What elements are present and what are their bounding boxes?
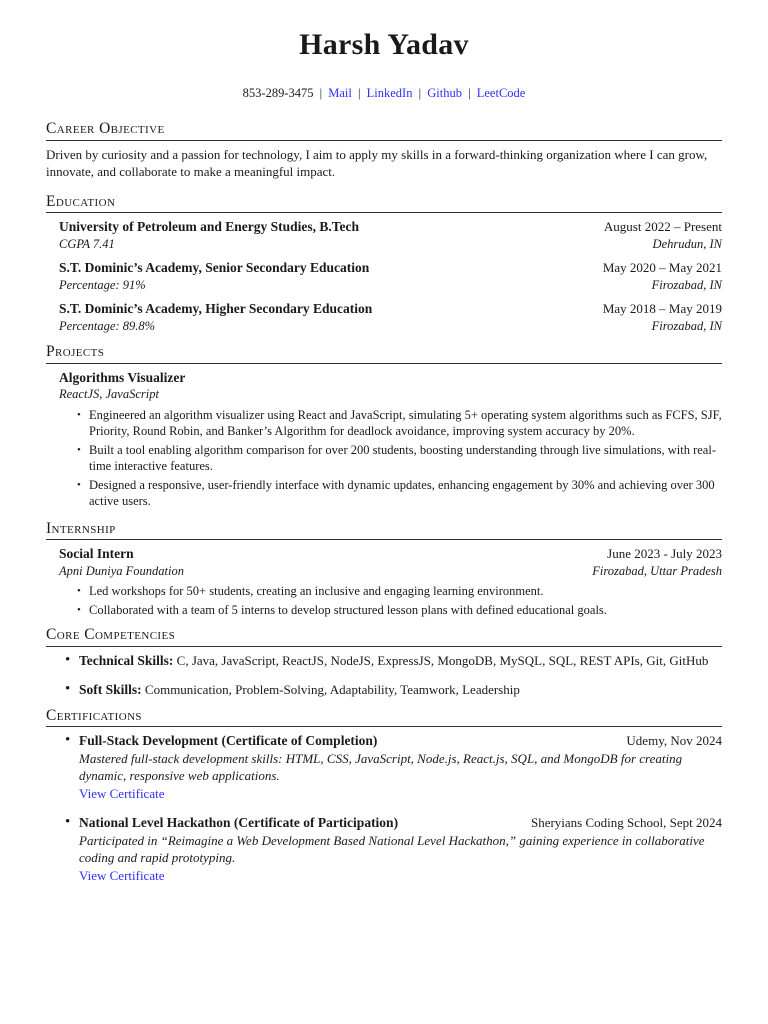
competency-list (46, 652, 722, 699)
certification-issuer: Udemy, Nov 2024 (626, 733, 722, 748)
education-entry (59, 300, 722, 335)
project-bullets (59, 407, 722, 510)
certification-name: • Full-Stack Development (Certificate of Completion) (79, 733, 378, 748)
bullet-item: • Built a tool enabling algorithm comparison for over 200 students, boosting understanding through live simulations, with real-time interactive features. (89, 442, 722, 475)
bullet-item: • Engineered an algorithm visualizer using React and JavaScript, simulating 5+ operating system algorithms such as FCFS, SJF, Priority, Round Robin, and Banker’s Algorithm for deadlock avoidance, improving system accuracy by 20%. (89, 407, 722, 440)
education-detail: Percentage: 91% (59, 277, 146, 292)
contact-line (0, 86, 768, 101)
candidate-name: Harsh Yadav (299, 28, 469, 61)
competency-value: C, Java, JavaScript, ReactJS, NodeJS, ExpressJS, MongoDB, MySQL, SQL, REST APIs, Git, GitHub (176, 652, 709, 668)
view-certificate-link[interactable]: View Certificate (79, 867, 165, 883)
certification-list (46, 732, 722, 884)
education-entry (59, 259, 722, 294)
competency-value: Communication, Problem-Solving, Adaptability, Teamwork, Leadership (144, 682, 520, 697)
view-certificate-link[interactable]: View Certificate (79, 785, 165, 801)
separator: | (358, 86, 361, 100)
section-title: Core Competencies (46, 626, 722, 647)
github-link[interactable]: Github (427, 86, 462, 100)
internship-bullets (59, 583, 722, 618)
section-internship (46, 520, 722, 619)
section-projects (46, 343, 722, 510)
school-name: S.T. Dominic’s Academy, Higher Secondary Education (59, 301, 373, 316)
separator: | (319, 86, 323, 100)
competency-item (79, 652, 722, 670)
section-competencies (46, 626, 722, 699)
education-entry (59, 218, 722, 253)
education-location: Dehrudun, IN (652, 236, 722, 251)
bullet-item: • Led workshops for 50+ students, creating an inclusive and engaging learning environment. (89, 583, 722, 600)
project-name: Algorithms Visualizer (59, 369, 186, 385)
internship-entry (59, 545, 722, 618)
section-career-objective (46, 120, 722, 181)
certification-description: Participated in “Reimagine a Web Development Based National Level Hackathon,” gaining experience in collaborative coding and rapid prototyping. (79, 832, 705, 865)
education-detail: Percentage: 89.8% (59, 318, 156, 333)
bullet-item: • Designed a responsive, user-friendly interface with dynamic updates, enhancing engagement by 30% and achieving over 300 active users. (89, 477, 722, 510)
resume-content (46, 120, 722, 896)
separator: | (418, 86, 422, 100)
linkedin-link[interactable]: LinkedIn (366, 86, 413, 100)
section-title: Career Objective (46, 120, 722, 141)
section-education (46, 193, 722, 336)
internship-dates: June 2023 - July 2023 (607, 546, 722, 561)
school-name: S.T. Dominic’s Academy, Senior Secondary Education (59, 260, 370, 275)
internship-org: Apni Duniya Foundation (59, 563, 184, 578)
education-location: Firozabad, IN (651, 277, 722, 292)
education-detail: CGPA 7.41 (59, 236, 115, 251)
certification-item (79, 732, 722, 802)
section-title: Internship (46, 520, 722, 541)
section-title: Projects (46, 343, 722, 364)
phone-number: 853-289-3475 (242, 86, 314, 100)
certification-name: • National Level Hackathon (Certificate of Participation) (79, 815, 399, 830)
education-dates: August 2022 – Present (603, 219, 722, 234)
project-entry (59, 369, 722, 510)
school-name: University of Petroleum and Energy Studies, B.Tech (59, 219, 360, 234)
separator: | (468, 86, 471, 100)
bullet-item: • Collaborated with a team of 5 interns to develop structured lesson plans with defined educational goals. (89, 602, 722, 619)
leetcode-link[interactable]: LeetCode (476, 86, 526, 100)
education-dates: May 2020 – May 2021 (602, 260, 722, 275)
certification-description: Mastered full-stack development skills: HTML, CSS, JavaScript, Node.js, React.js, SQL, and MongoDB for creating dynamic, responsive web applications. (79, 750, 683, 783)
section-title: Certifications (46, 707, 722, 728)
education-dates: May 2018 – May 2019 (602, 301, 722, 316)
competency-item (79, 681, 722, 699)
section-title: Education (46, 193, 722, 214)
objective-text: Driven by curiosity and a passion for technology, I aim to apply my skills in a forward-thinking organization where I can grow, innovate, and collaborate to make a meaningful impact. (46, 146, 708, 179)
mail-link[interactable]: Mail (328, 86, 352, 100)
project-tech: ReactJS, JavaScript (59, 387, 159, 401)
competency-label: Soft Skills: (79, 682, 142, 697)
section-certifications (46, 707, 722, 885)
internship-role: Social Intern (59, 546, 134, 561)
certification-item (79, 814, 722, 884)
competency-label: Technical Skills: (79, 652, 174, 668)
internship-location: Firozabad, Uttar Pradesh (592, 563, 722, 578)
certification-issuer: Sheryians Coding School, Sept 2024 (530, 815, 722, 830)
education-location: Firozabad, IN (651, 318, 722, 333)
